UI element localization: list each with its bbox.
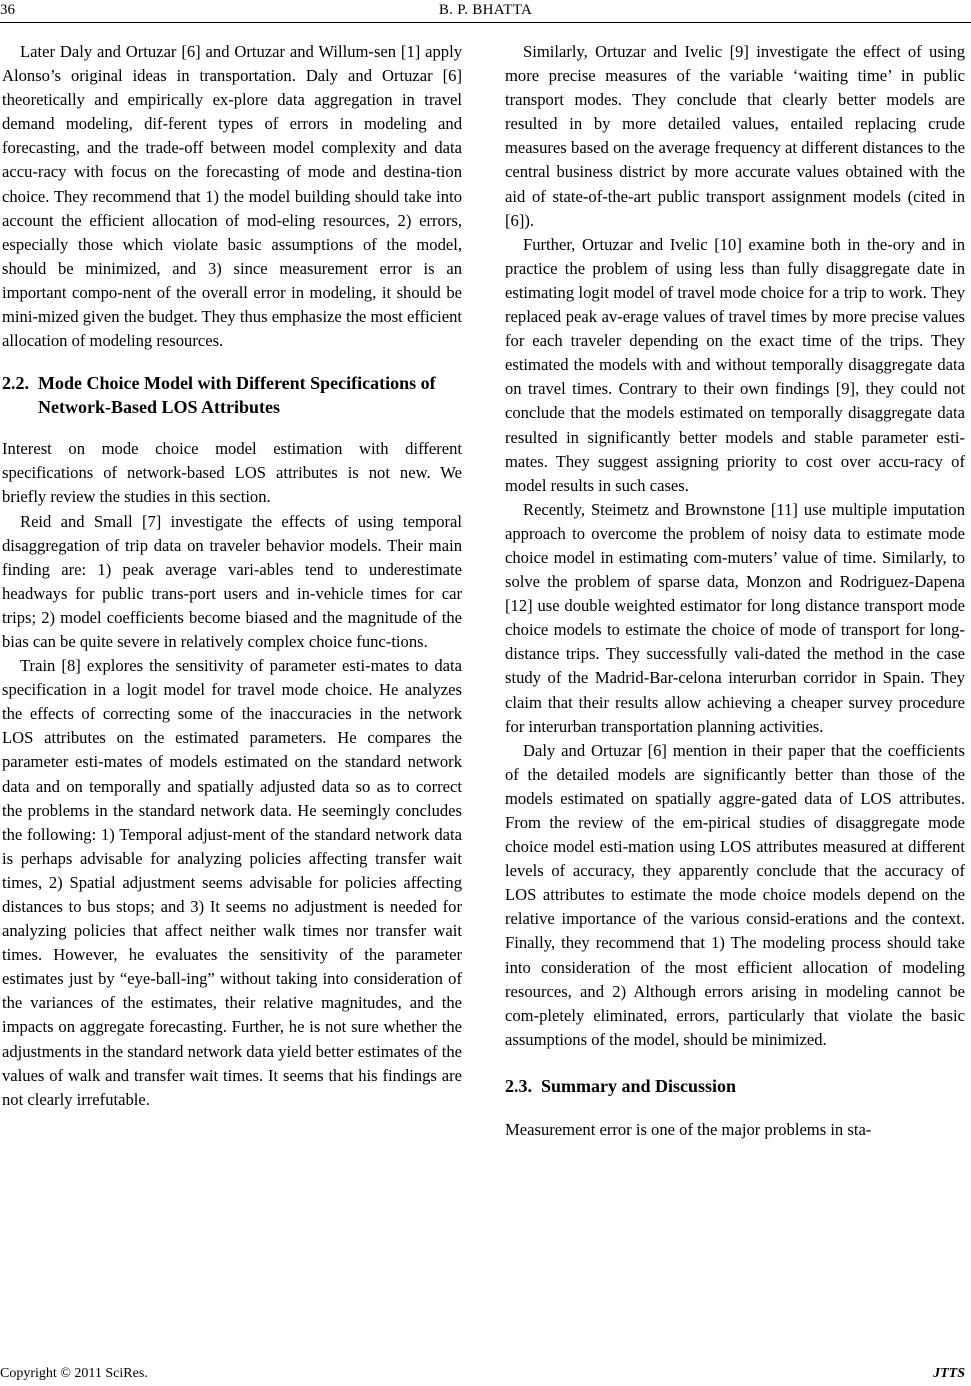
paragraph: Train [8] explores the sensitivity of parameter esti-mates to data specification in a logit model for travel mode choice. He analyzes the effects of correcting some of the inaccuracies in the network LOS attributes on the estimated parameters. He compares the parameter esti-mates of models estimated on the standard network data and on temporally and spatially adjusted data so as to correct the problems in the standard network data. He seemingly concludes the following: 1) Temporal adjust-ment of the standard network data is perhaps advisable for analyzing policies affecting transfer wait times, 2) Spatial adjustment seems advisable for policies affecting distances to bus stops; and 3) It seems no adjustment is needed for analyzing policies that affect neither walk times nor transfer wait times. However, he evaluates the sensitivity of the parameter estimates just by “eye-ball-ing” without taking into consideration of the variances of the estimates, their relative magnitudes, and the impacts on aggregate forecasting. Further, he is not sure whether the adjustments in the standard network data yield better estimates of the values of walk and transfer wait times. It seems that his findings are not clearly irrefutable. xyxy=(2,656,462,1109)
paragraph: Reid and Small [7] investigate the effects of using temporal disaggregation of trip data on traveler behavior models. Their main finding are: 1) peak average vari-ables tend to underestimate headways for public trans-port users and in-vehicle times for car trips; 2) model coefficients become biased and the magnitude of the bias can be quite severe in relatively complex choice func-tions. xyxy=(2,511,462,651)
paragraph: Recently, Steimetz and Brownstone [11] use multiple imputation approach to overcome the problem of noisy data to estimate mode choice model in estimating com-muters’ value of time. Similarly, to solve the problem of sparse data, Monzon and Rodriguez-Dapena [12] use double weighted estimator for long distance transport mode choice models to estimate the choice of mode of transport for long-distance trips. They successfully vali-dated the method in the case study of the Madrid-Bar-celona interurban corridor in Spain. They claim that their results allow achieving a cheaper survey procedure for interurban transportation planning activities. xyxy=(505,499,965,736)
section-heading-2-2 xyxy=(2,371,462,419)
copyright-notice: Copyright © 2011 SciRes. xyxy=(0,1366,148,1381)
section-title: Mode Choice Model with Different Specifications of Network-Based LOS Attributes xyxy=(38,373,436,418)
section-title: Summary and Discussion xyxy=(541,1075,737,1096)
paragraph: Interest on mode choice model estimation with different specifications of network-based LOS attributes is not new. We briefly review the studies in this section. xyxy=(2,439,462,507)
running-header-author: B. P. BHATTA xyxy=(438,2,533,18)
left-column xyxy=(2,40,462,1112)
right-column xyxy=(505,40,965,1142)
paragraph: Further, Ortuzar and Ivelic [10] examine both in the-ory and in practice the problem of using less than fully disaggregate date in estimating logit model of travel mode choice for a trip to work. They replaced peak av-erage values of travel times by more precise values for each traveler depending on the exact time of the trips. They estimated the models with and without temporally disaggregate data on travel times. Contrary to their own findings [9], they could not conclude that the models estimated on temporally disaggregate data resulted in significantly better models and stable parameter esti-mates. They suggest assigning priority to cost over accu-racy of model results in such cases. xyxy=(505,234,965,495)
section-number: 2.2. xyxy=(2,373,29,394)
paragraph: Later Daly and Ortuzar [6] and Ortuzar and Willum-sen [1] apply Alonso’s original ideas in transportation. Daly and Ortuzar [6] theoretically and empirically ex-plore data aggregation in travel demand modeling, dif-ferent types of errors in modeling and forecasting, and the trade-off between model complexity and data accu-racy with focus on the forecasting of mode and destina-tion choice. They recommend that 1) the model building should take into account the efficient allocation of mod-eling resources, 2) errors, especially those which violate basic assumptions of the model, should be minimized, and 3) since measurement error is an important compo-nent of the overall error in modeling, it should be mini-mized given the budget. They thus emphasize the most efficient allocation of modeling resources. xyxy=(2,42,462,351)
journal-abbreviation: JTTS xyxy=(933,1366,965,1381)
header-rule xyxy=(0,22,971,23)
section-heading-2-3 xyxy=(505,1074,965,1098)
paragraph: Similarly, Ortuzar and Ivelic [9] investigate the effect of using more precise measures of the variable ‘waiting time’ in public transport modes. They conclude that clearly better models are resulted in by more detailed values, entailed replacing crude measures based on the average frequency at different distances to the central business district by more accurate values obtained with the aid of state-of-the-art public transport assignment models (cited in [6]). xyxy=(505,42,965,230)
paragraph: Daly and Ortuzar [6] mention in their paper that the coefficients of the detailed models are significantly better than those of the models estimated on spatially aggre-gated data of LOS attributes. From the review of the em-pirical studies of disaggregate mode choice model esti-mation using LOS attributes measured at different levels of accuracy, they apparently conclude that the accuracy of LOS attributes to estimate the mode choice models depend on the relative importance of the various consid-erations and the context. Finally, they recommend that 1) The modeling process should take into consideration of the most efficient allocation of modeling resources, and 2) Although errors arising in modeling cannot be com-pletely eliminated, errors, particularly that violate the basic assumptions of the model, should be minimized. xyxy=(505,740,965,1049)
section-number: 2.3. xyxy=(505,1075,532,1096)
paragraph: Measurement error is one of the major problems in sta- xyxy=(505,1119,872,1139)
page-number: 36 xyxy=(0,2,15,18)
